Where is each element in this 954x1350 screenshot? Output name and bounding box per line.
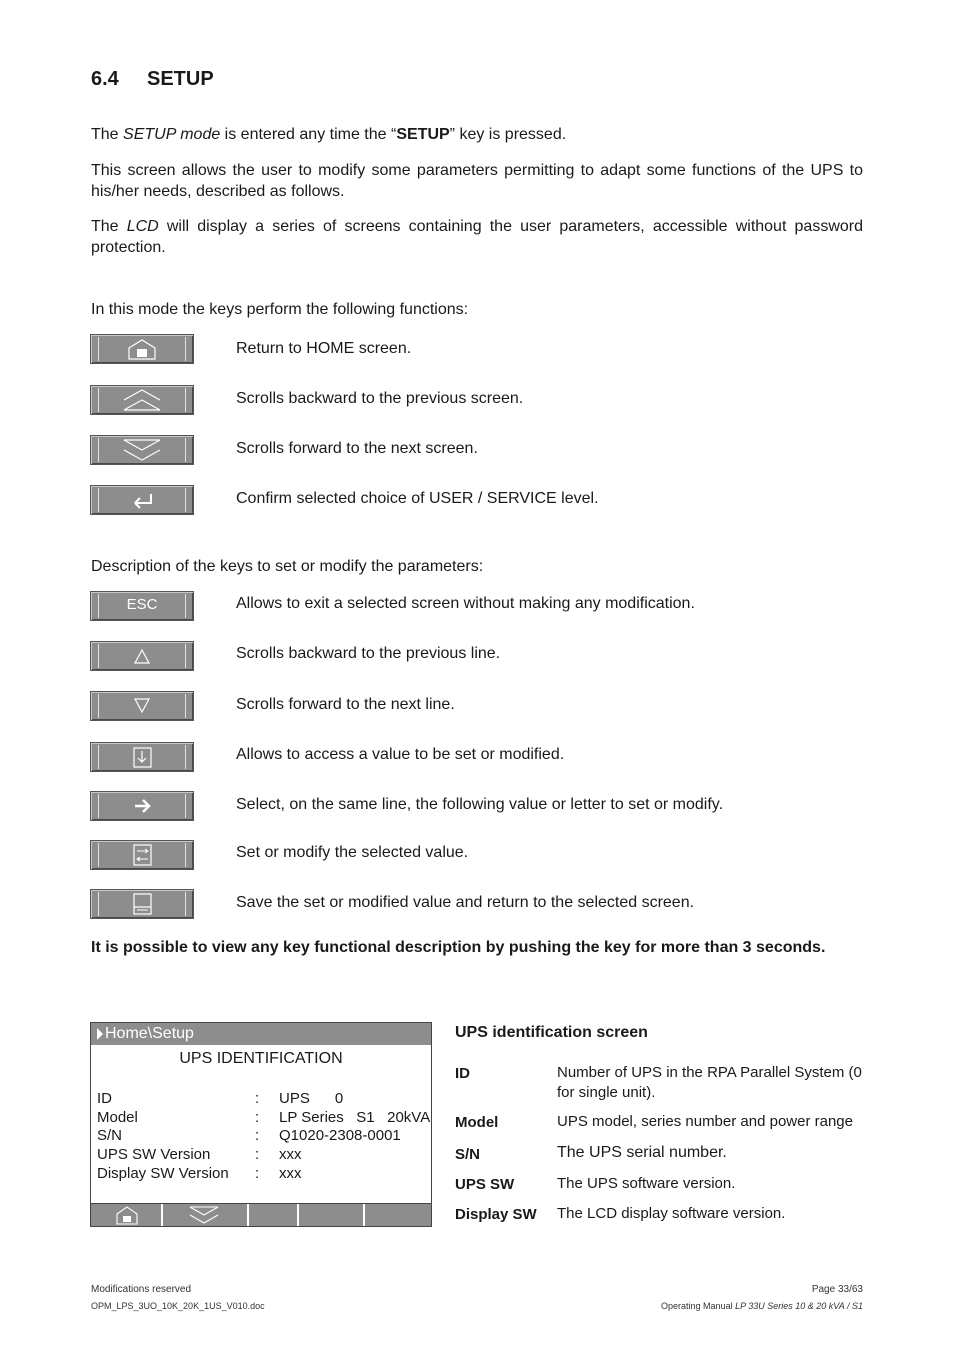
- ident-term-ups-sw: UPS SW: [455, 1176, 515, 1193]
- section-title: SETUP: [147, 68, 214, 90]
- save-key: [90, 889, 194, 919]
- footer-filename: OPM_LPS_3UO_10K_20K_1US_V010.doc: [91, 1301, 265, 1311]
- ident-def-id: Number of UPS in the RPA Parallel System (0 for single unit).: [557, 1064, 862, 1101]
- lcd-home-icon: [117, 1207, 137, 1224]
- home-key: [90, 334, 194, 364]
- access-value-key-desc: Allows to access a value to be set or modified.: [236, 746, 565, 763]
- lcd-title-bar: [91, 1023, 431, 1045]
- modify-value-icon: [91, 841, 193, 869]
- page-down-key: [90, 435, 194, 465]
- line-down-key-desc: Scrolls forward to the next line.: [236, 696, 455, 713]
- lcd-subtitle: UPS IDENTIFICATION: [179, 1050, 343, 1067]
- next-char-key: [90, 791, 194, 821]
- double-down-icon: [91, 436, 193, 464]
- intro-paragraph-3: The LCD will display a series of screens containing the user parameters, accessible without password protection.: [91, 218, 864, 256]
- ident-def-display-sw: The LCD display software version.: [557, 1205, 786, 1222]
- enter-key: [90, 485, 194, 515]
- page-up-key-desc: Scrolls backward to the previous screen.: [236, 390, 524, 407]
- esc-key-desc: Allows to exit a selected screen without making any modification.: [236, 595, 695, 612]
- home-key-desc: Return to HOME screen.: [236, 340, 412, 357]
- footer-modifications: Modifications reserved: [91, 1284, 192, 1295]
- save-key-desc: Save the set or modified value and return to the selected screen.: [236, 894, 695, 911]
- down-triangle-icon: [91, 692, 193, 720]
- lcd-screen: Home\Setup UPS IDENTIFICATION ID : UPS 0 Model : LP Series S1 20kVA S/N : Q1020-2308-0001 UPS SW Version : xxx Display SW Version : xxx: [90, 1022, 432, 1227]
- ident-def-sn: The UPS serial number.: [557, 1144, 727, 1161]
- line-down-key: [90, 691, 194, 721]
- section-number: 6.4: [91, 68, 119, 90]
- intro-paragraph-1: The SETUP mode is entered any time the “SETUP” key is pressed.: [91, 126, 567, 143]
- line-up-key: [90, 641, 194, 671]
- triangle-right-icon: [97, 1028, 103, 1040]
- enter-key-desc: Confirm selected choice of USER / SERVICE level.: [236, 490, 599, 507]
- lcd-softkey-bar: [91, 1203, 431, 1226]
- ident-term-display-sw: Display SW: [455, 1206, 537, 1223]
- save-icon: [91, 890, 193, 918]
- ident-def-model: UPS model, series number and power range: [557, 1113, 853, 1130]
- intro-paragraph-2: This screen allows the user to modify some parameters permitting to adapt some functions of the UPS to his/her needs, described as follows.: [91, 162, 863, 200]
- lcd-double-down-icon: [190, 1207, 218, 1223]
- up-triangle-icon: [91, 642, 193, 670]
- page-down-key-desc: Scrolls forward to the next screen.: [236, 440, 478, 457]
- key-description-note: It is possible to view any key functional description by pushing the key for more than 3 seconds.: [91, 939, 826, 956]
- home-icon: [91, 335, 193, 363]
- double-up-icon: [91, 386, 193, 414]
- footer-manual-title: Operating Manual LP 33U Series 10 & 20 kVA / S1: [661, 1301, 863, 1311]
- access-value-key: [90, 742, 194, 772]
- right-arrow-icon: [91, 792, 193, 820]
- enter-icon: [91, 486, 193, 514]
- param-keys-intro: Description of the keys to set or modify the parameters:: [91, 558, 484, 575]
- section-heading: [91, 68, 214, 91]
- esc-key: [90, 591, 194, 621]
- ident-term-id: ID: [455, 1065, 470, 1082]
- line-up-key-desc: Scrolls backward to the previous line.: [236, 645, 501, 662]
- modify-value-key-desc: Set or modify the selected value.: [236, 844, 469, 861]
- next-char-key-desc: Select, on the same line, the following value or letter to set or modify.: [236, 796, 724, 813]
- ident-def-ups-sw: The UPS software version.: [557, 1175, 736, 1192]
- identification-title: UPS identification screen: [455, 1024, 648, 1041]
- access-value-icon: [91, 743, 193, 771]
- ident-term-model: Model: [455, 1114, 499, 1131]
- page-up-key: [90, 385, 194, 415]
- modify-value-key: [90, 840, 194, 870]
- lcd-breadcrumb: Home\Setup: [105, 1025, 194, 1042]
- esc-key-label: ESC: [126, 596, 158, 613]
- ident-term-sn: S/N: [455, 1146, 481, 1163]
- keys-intro: In this mode the keys perform the following functions:: [91, 301, 469, 318]
- footer-page-number: Page 33/63: [811, 1284, 863, 1295]
